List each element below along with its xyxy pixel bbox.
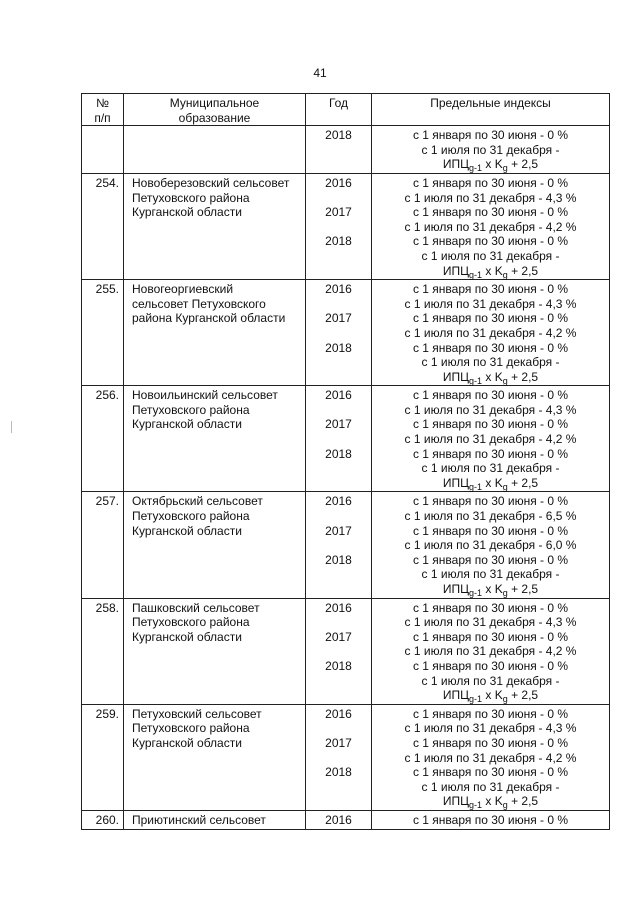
row-years xyxy=(306,280,372,386)
municipality-line: Петуховский сельсовет xyxy=(132,706,262,721)
municipality-line: Петуховского района xyxy=(132,190,250,205)
row-number: 254. xyxy=(82,173,124,279)
table-row-260 xyxy=(82,810,610,829)
table-row-259 xyxy=(82,704,610,810)
year-value: 2016 xyxy=(325,388,352,403)
row-index: с 1 января по 30 июня - 0 % с 1 июля по 31 декабря - 4,3 % с 1 января по 30 июня - 0 % с 1 июля по 31 декабря - 4,2 % с 1 января по 30 июня - 0 % с 1 июля по 31 декабря - $ИПЦ_{g-1}$ x $K_g + 2,5$ xyxy=(372,173,610,279)
row-years xyxy=(306,492,372,598)
index-formula: $ИПЦ_{g-1}$ x $K_g + 2,5$ xyxy=(442,475,539,492)
row-municipality: Приютинский сельсовет xyxy=(124,810,306,829)
row-years xyxy=(306,598,372,704)
table-row-258 xyxy=(82,598,610,704)
row-number xyxy=(82,126,124,174)
row-index: с 1 января по 30 июня - 0 % с 1 июля по 31 декабря - 6,5 % с 1 января по 30 июня - 0 % с 1 июля по 31 декабря - 6,0 % с 1 января по 30 июня - 0 % с 1 июля по 31 декабря - $ИПЦ_{g-1}$ x $K_g + 2,5$ xyxy=(372,492,610,598)
municipality-line: Новоберезовский сельсовет xyxy=(132,175,290,190)
row-municipality xyxy=(124,280,306,386)
header-year: Год xyxy=(306,94,372,126)
year-value: 2018 xyxy=(325,658,352,673)
year-value: 2018 xyxy=(325,552,352,567)
row-municipality xyxy=(124,386,306,492)
municipality-line: сельсовет Петуховского xyxy=(132,296,266,311)
row-index: с 1 января по 30 июня - 0 % с 1 июля по 31 декабря - $ИПЦ_{g-1}$ x $K_g + 2,5$ xyxy=(372,126,610,174)
indices-table xyxy=(81,93,610,830)
year-value: 2017 xyxy=(325,417,352,432)
year-value: 2016 xyxy=(325,282,352,297)
municipality-line: Курганской области xyxy=(132,417,242,432)
index-formula: $ИПЦ_{g-1}$ x $K_g + 2,5$ xyxy=(442,157,539,174)
index-formula: $ИПЦ_{g-1}$ x $K_g + 2,5$ xyxy=(442,582,539,598)
header-index: Предельные индексы xyxy=(372,94,610,126)
municipality-line: Петуховского района xyxy=(132,509,250,524)
row-number: 259. xyxy=(82,704,124,810)
municipality-line: Новогеоргиевский xyxy=(132,282,234,297)
row-index: с 1 января по 30 июня - 0 % с 1 июля по 31 декабря - 4,3 % с 1 января по 30 июня - 0 % с 1 июля по 31 декабря - 4,2 % с 1 января по 30 июня - 0 % с 1 июля по 31 декабря - $ИПЦ_{g-1}$ x $K_g + 2,5$ xyxy=(372,598,610,704)
row-number: 256. xyxy=(82,386,124,492)
index-formula: $ИПЦ_{g-1}$ x $K_g + 2,5$ xyxy=(442,369,539,386)
row-number: 260. xyxy=(82,810,124,829)
page-number: 41 xyxy=(313,66,327,80)
row-municipality xyxy=(124,598,306,704)
year-value: 2017 xyxy=(325,523,352,538)
row-number: 258. xyxy=(82,598,124,704)
row-index: с 1 января по 30 июня - 0 % xyxy=(372,810,610,829)
row-index: с 1 января по 30 июня - 0 % с 1 июля по 31 декабря - 4,3 % с 1 января по 30 июня - 0 % с 1 июля по 31 декабря - 4,2 % с 1 января по 30 июня - 0 % с 1 июля по 31 декабря - $ИПЦ_{g-1}$ x $K_g + 2,5$ xyxy=(372,280,610,386)
year-value: 2016 xyxy=(325,494,352,509)
row-municipality xyxy=(124,704,306,810)
index-formula: $ИПЦ_{g-1}$ x $K_g + 2,5$ xyxy=(442,263,539,280)
year-value: 2018 xyxy=(325,765,352,780)
municipality-line: Курганской области xyxy=(132,205,242,220)
table-row-254 xyxy=(82,173,610,279)
index-formula: $ИПЦ_{g-1}$ x $K_g + 2,5$ xyxy=(442,688,539,705)
row-years xyxy=(306,704,372,810)
municipality-line: Октябрьский сельсовет xyxy=(132,494,263,509)
year-value: 2017 xyxy=(325,629,352,644)
municipality-line: Новоильинский сельсовет xyxy=(132,388,278,403)
municipality-line: Петуховского района xyxy=(132,721,250,736)
year-value: 2017 xyxy=(325,735,352,750)
header-number: № п/п xyxy=(82,94,124,126)
row-index: с 1 января по 30 июня - 0 % с 1 июля по 31 декабря - 4,3 % с 1 января по 30 июня - 0 % с 1 июля по 31 декабря - 4,2 % с 1 января по 30 июня - 0 % с 1 июля по 31 декабря - $ИПЦ_{g-1}$ x $K_g + 2,5$ xyxy=(372,704,610,810)
row-year: 2018 xyxy=(306,126,372,174)
row-index: с 1 января по 30 июня - 0 % с 1 июля по 31 декабря - 4,3 % с 1 января по 30 июня - 0 % с 1 июля по 31 декабря - 4,2 % с 1 января по 30 июня - 0 % с 1 июля по 31 декабря - $ИПЦ_{g-1}$ x $K_g + 2,5$ xyxy=(372,386,610,492)
municipality-line: Пашковский сельсовет xyxy=(132,600,260,615)
year-value: 2017 xyxy=(325,205,352,220)
municipality-line: района Курганской области xyxy=(132,311,286,326)
table-row-256 xyxy=(82,386,610,492)
row-year: 2016 xyxy=(306,810,372,829)
year-value: 2018 xyxy=(325,340,352,355)
margin-mark xyxy=(11,421,12,433)
row-number: 257. xyxy=(82,492,124,598)
row-municipality xyxy=(124,126,306,174)
row-number: 255. xyxy=(82,280,124,386)
row-municipality xyxy=(124,492,306,598)
row-municipality xyxy=(124,173,306,279)
index-formula: $ИПЦ_{g-1}$ x $K_g + 2,5$ xyxy=(442,794,539,811)
municipality-line: Петуховского района xyxy=(132,615,250,630)
year-value: 2017 xyxy=(325,311,352,326)
year-value: 2016 xyxy=(325,600,352,615)
municipality-line: Курганской области xyxy=(132,629,242,644)
year-value: 2018 xyxy=(325,446,352,461)
row-years xyxy=(306,386,372,492)
municipality-line: Петуховского района xyxy=(132,402,250,417)
municipality-line: Курганской области xyxy=(132,735,242,750)
table-header-row xyxy=(82,94,610,126)
year-value: 2016 xyxy=(325,175,352,190)
year-value: 2016 xyxy=(325,706,352,721)
year-value: 2018 xyxy=(325,234,352,249)
municipality-line: Курганской области xyxy=(132,523,242,538)
row-years xyxy=(306,173,372,279)
table-row-continued xyxy=(82,126,610,174)
header-municipality: Муниципальное образование xyxy=(124,94,306,126)
table-row-255 xyxy=(82,280,610,386)
table-row-257 xyxy=(82,492,610,598)
